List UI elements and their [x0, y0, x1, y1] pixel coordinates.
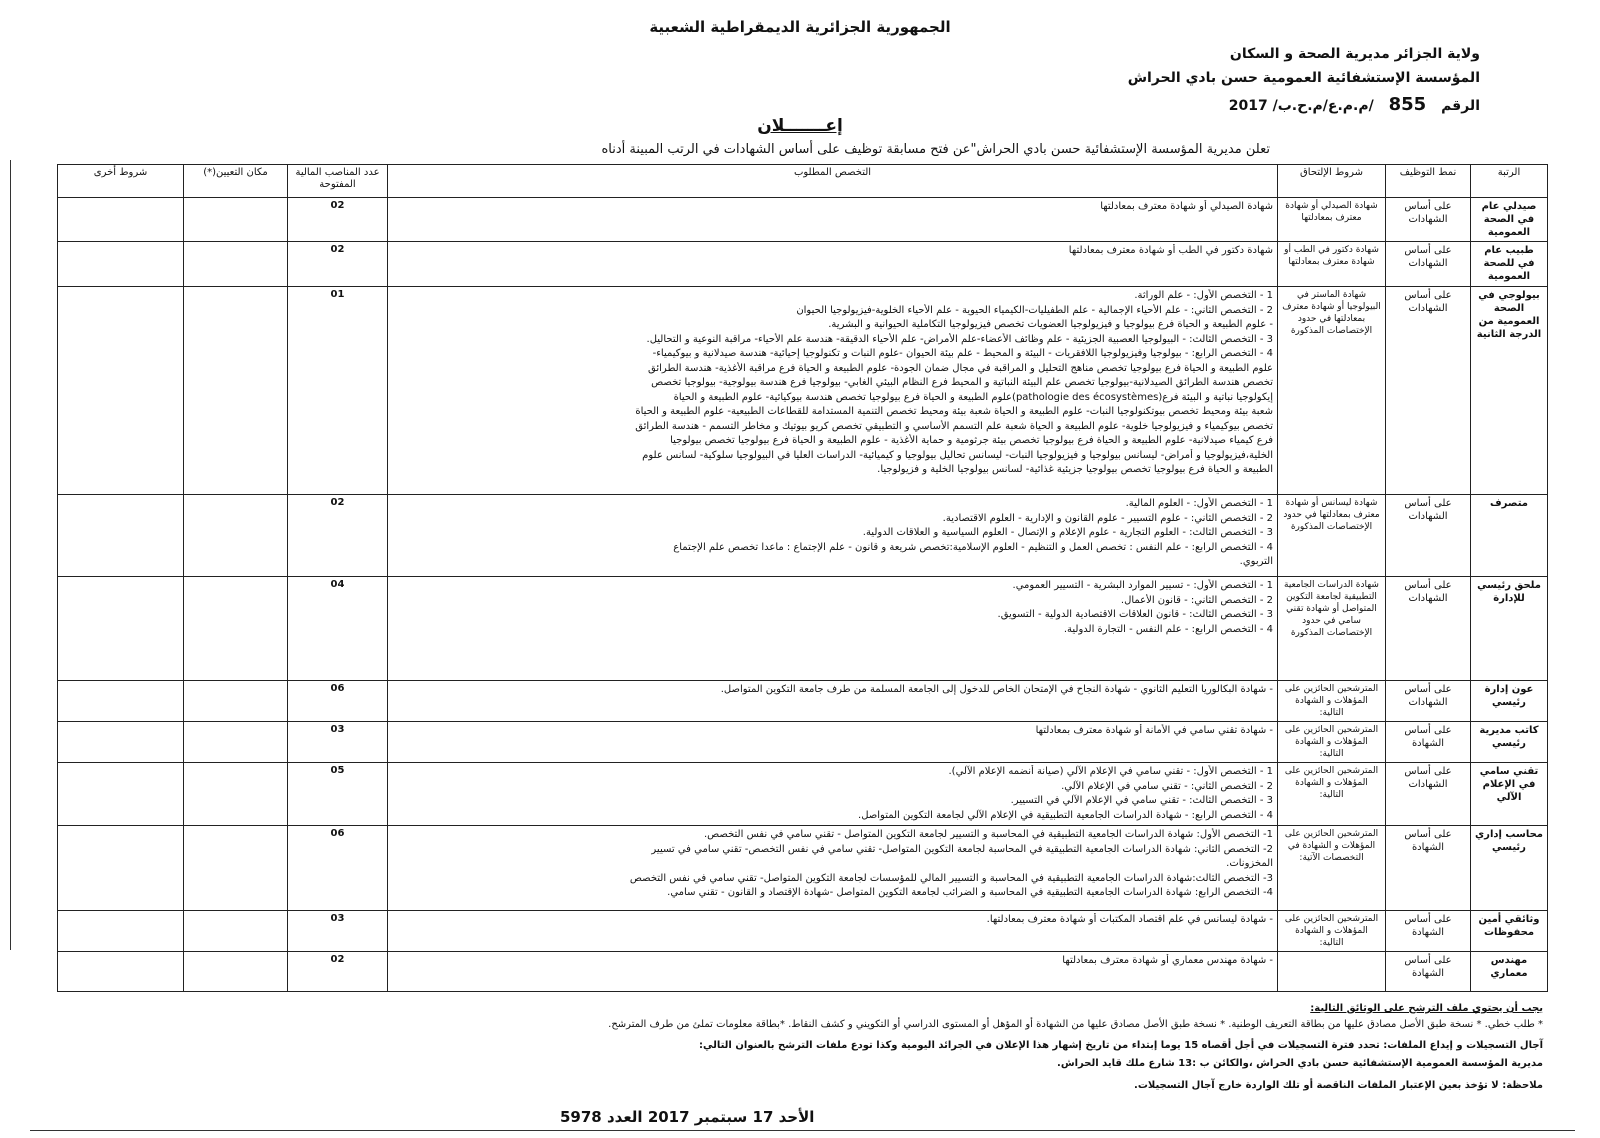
other-cell: [58, 495, 184, 577]
other-cell: [58, 763, 184, 826]
place-cell: [184, 495, 288, 577]
mode-cell: على أساس الشهادات: [1386, 681, 1471, 722]
ref-label: الرقم: [1441, 98, 1480, 114]
specialty-line: - علوم الطبيعة و الحياة فرع بيولوجيا و فيزيولوجيا العضويات تخصص فيزيولوجيا التكاملية الحيوانية و البشرية.: [828, 319, 1273, 330]
specialty-line: 3 - التخصص الثالث: - البيولوجيا العصبية الجزيئية - علم وظائف الأعضاء-علم الأمراض- علم الأحياء الدقيقة- هندسة علم الأحياء- مراقبة النوعية و التحاليل.: [646, 333, 1273, 345]
specialty-line: التربوي.: [1239, 556, 1273, 567]
specialty-line: 4- التخصص الرابع: شهادة الدراسات الجامعية التطبيقية في المحاسبة و الضرائب لجامعة التكوين المتواصل -شهادة الإقتصاد و القانون - تقني سامي.: [667, 887, 1273, 898]
reference-number: [1229, 94, 1480, 115]
announcement-intro: تعلن مديرية المؤسسة الإستشفائية حسن بادي الحراش"عن فتح مسابقة توظيف على أساس الشهادات في الرتب المبينة أدناه: [601, 142, 1270, 157]
bottom-divider: [30, 1130, 1575, 1131]
specialty-line: 4 - التخصص الرابع: - علم النفس : تخصص العمل و التنظيم - العلوم الإسلامية:تخصص شريعة و قانون - علم الإجتماع : ماعدا تخصص علم الإجتماع: [673, 541, 1273, 553]
mode-cell: على أساس الشهادة: [1386, 952, 1471, 992]
ref-suffix: /م.م.ع/م.ح.ب/ 2017: [1228, 98, 1374, 114]
rank-cell: تقني سامي في الإعلام الآلي: [1471, 763, 1548, 826]
conditions-cell: شهادة الدراسات الجامعية التطبيقية لجامعة التكوين المتواصل أو شهادة تقني سامي في حدود الإختصاصات المذكورة: [1278, 577, 1386, 681]
other-cell: [58, 681, 184, 722]
place-cell: [184, 911, 288, 952]
specialty-line: الخلية،فيزيولوجيا و أمراض- ليسانس بيولوجيا و فيزيولوجيا النبات- ليسانس تحاليل بيولوجيا و كيميائية- الدراسات العليا في البيولوجيا سلوكية- لسانس علوم: [642, 449, 1273, 461]
place-cell: [184, 242, 288, 287]
deadline-text: آجال التسجيلات و إيداع الملفات: تحدد فترة التسجيلات في أجل أقصاه 15 يوما إبتداء من تاريخ إشهار هذا الإعلان في الجرائد اليومية وكذا تودع ملفات الترشح بالعنوان التالي:: [698, 1040, 1543, 1051]
other-cell: [58, 722, 184, 763]
specialty-cell: [388, 287, 1278, 495]
mode-cell: على أساس الشهادات: [1386, 242, 1471, 287]
specialty-cell: [388, 681, 1278, 722]
rank-cell: مهندس معماري: [1471, 952, 1548, 992]
conditions-cell: المترشحين الحائزين على المؤهلات و الشهادة التالية:: [1278, 722, 1386, 763]
specialty-line: - شهادة مهندس معماري أو شهادة معترف بمعادلتها: [1062, 955, 1273, 966]
col-other: شروط أخرى: [58, 165, 184, 198]
specialty-line: - شهادة تقني سامي في الأمانة أو شهادة معترف بمعادلتها: [1035, 725, 1273, 736]
mode-cell: على أساس الشهادة: [1386, 826, 1471, 911]
count-cell: 02: [288, 242, 388, 287]
specialty-line: 1 - التخصص الأول: - تقني سامي في الإعلام الآلي (صيانة أنضمه الإعلام الآلي).: [948, 766, 1273, 777]
specialty-line: 3 - التخصص الثالث: - تقني سامي في الإعلام الآلي في التسيير.: [1010, 795, 1273, 806]
place-cell: [184, 763, 288, 826]
place-cell: [184, 681, 288, 722]
specialty-cell: [388, 952, 1278, 992]
specialty-line: 1 - التخصص الأول: - العلوم المالية.: [1125, 498, 1273, 509]
specialty-line: تخصص هندسة الطرائق الصيدلانية-بيولوجيا تخصص علم البيئة النباتية و المحيط فرع النظام البيئي الغابي- بيولوجيا فرع هندسة بيولوجية- بيولوجيا تخصص: [651, 377, 1273, 388]
specialty-line: 2 - التخصص الثاني: - تقني سامي في الإعلام الآلي.: [1061, 780, 1273, 792]
positions-table: [57, 164, 1548, 992]
table-row: [58, 826, 1548, 911]
specialty-line: 1 - التخصص الأول: - علم الوراثة.: [1134, 290, 1273, 301]
col-conditions: شروط الإلتحاق: [1278, 165, 1386, 198]
count-cell: 06: [288, 826, 388, 911]
mode-cell: على أساس الشهادة: [1386, 911, 1471, 952]
table-row: [58, 287, 1548, 495]
rank-cell: ملحق رئيسي للإدارة: [1471, 577, 1548, 681]
specialty-cell: [388, 763, 1278, 826]
conditions-cell: المترشحين الحائزين على المؤهلات و الشهادة التالية:: [1278, 681, 1386, 722]
mode-cell: على أساس الشهادات: [1386, 577, 1471, 681]
ref-number: 855: [1388, 94, 1427, 115]
mode-cell: على أساس الشهادات: [1386, 198, 1471, 242]
newspaper-dateline: الأحد 17 سبتمبر 2017 العدد 5978: [560, 1108, 815, 1126]
count-cell: 03: [288, 722, 388, 763]
table-row: [58, 763, 1548, 826]
specialty-line: 2- التخصص الثاني: شهادة الدراسات الجامعية التطبيقية في المحاسبة لجامعة التكوين المتواصل- تقني سامي في نفس التخصص- تقني سامي في تسيير: [651, 843, 1273, 855]
count-cell: 05: [288, 763, 388, 826]
rank-cell: صيدلي عام في الصحة العمومية: [1471, 198, 1548, 242]
specialty-line: شهادة دكتور في الطب أو شهادة معترف بمعادلتها: [1068, 245, 1273, 256]
specialty-cell: [388, 826, 1278, 911]
rank-cell: بيولوجي في الصحة العمومية من الدرجة الثانية: [1471, 287, 1548, 495]
table-row: [58, 681, 1548, 722]
other-cell: [58, 287, 184, 495]
table-row: [58, 495, 1548, 577]
conditions-cell: شهادة ليسانس أو شهادة معترف بمعادلتها في حدود الإختصاصات المذكورة: [1278, 495, 1386, 577]
other-cell: [58, 952, 184, 992]
documents-title: يجب أن يحتوي ملف الترشح على الوثائق التالية:: [1310, 1003, 1543, 1014]
specialty-line: 4 - التخصص الرابع: - بيولوجيا وفيزيولوجيا اللافقريات - البيئة و المحيط - علم بيئة الحيوان -علوم النبات و تكنولوجيا إحيائية- هندسة صيدلانية و بيوكيمياء-: [652, 348, 1273, 359]
table-row: [58, 722, 1548, 763]
count-cell: 02: [288, 495, 388, 577]
rank-cell: عون إدارة رئيسي: [1471, 681, 1548, 722]
address-text: مديرية المؤسسة العمومية الإستشفائية حسن بادي الحراش ،والكائن ب :13 شارع ملك قايد الحراش.: [1057, 1058, 1543, 1069]
conditions-cell: شهادة الصيدلي أو شهادة معترف بمعادلتها: [1278, 198, 1386, 242]
conditions-cell: شهادة دكتور في الطب أو شهادة معترف بمعادلتها: [1278, 242, 1386, 287]
other-cell: [58, 826, 184, 911]
specialty-line: 1- التخصص الأول: شهادة الدراسات الجامعية التطبيقية في المحاسبة و التسيير لجامعة التكوين المتواصل - تقني سامي في نفس التخصص.: [703, 829, 1273, 840]
specialty-line: علوم الطبيعة و الحياة فرع بيولوجيا تخصص مناهج التحليل و المراقبة في مجال ضمان الجودة- علوم الطبيعة و الحياة فرع مراقبة الأغذية- هندسة الطرائق: [648, 362, 1273, 374]
place-cell: [184, 952, 288, 992]
specialty-line: شهادة الصيدلي أو شهادة معترف بمعادلتها: [1100, 201, 1273, 212]
col-specialty: التخصص المطلوب: [388, 165, 1278, 198]
conditions-cell: المترشحين الحائزين على المؤهلات و الشهادة في التخصصات الآتية:: [1278, 826, 1386, 911]
place-cell: [184, 287, 288, 495]
announcement-title: إعـــــــلان: [757, 116, 843, 136]
place-cell: [184, 826, 288, 911]
other-cell: [58, 911, 184, 952]
specialty-line: - شهادة ليسانس في علم اقتصاد المكتبات أو شهادة معترف بمعادلتها.: [986, 914, 1273, 925]
specialty-cell: [388, 722, 1278, 763]
conditions-cell: المترشحين الحائزين على المؤهلات و الشهادة التالية:: [1278, 911, 1386, 952]
rank-cell: متصرف: [1471, 495, 1548, 577]
count-cell: 02: [288, 952, 388, 992]
rank-cell: كاتب مديرية رئيسي: [1471, 722, 1548, 763]
specialty-line: الطبيعة و الحياة فرع بيولوجيا تخصص بيولوجيا جزيئية غذائية- لسانس بيولوجيا الخلية و فزيولوجيا.: [877, 464, 1273, 475]
specialty-line: - شهادة البكالوريا التعليم الثانوي - شهادة النجاح في الإمتحان الخاص للدخول إلى الجامعة المسلمة من طرف جامعة التكوين المتواصل.: [720, 684, 1273, 695]
mode-cell: على أساس الشهادات: [1386, 763, 1471, 826]
specialty-line: المخزونات.: [1226, 858, 1273, 869]
count-cell: 06: [288, 681, 388, 722]
specialty-cell: [388, 577, 1278, 681]
specialty-cell: [388, 198, 1278, 242]
col-place: مكان التعيين(*): [184, 165, 288, 198]
mode-cell: على أساس الشهادات: [1386, 495, 1471, 577]
col-rank: الرتبة: [1471, 165, 1548, 198]
mode-cell: على أساس الشهادات: [1386, 287, 1471, 495]
place-cell: [184, 722, 288, 763]
specialty-cell: [388, 495, 1278, 577]
documents-list: * طلب خطي. * نسخة طبق الأصل مصادق عليها من بطاقة التعريف الوطنية. * نسخة طبق الأصل مصادق عليها من الشهادة أو المؤهل أو المستوى الدراسي أو التكويني و كشف النقاط. *بطاقة معلومات تملئ من طرف المترشح.: [608, 1019, 1543, 1030]
other-cell: [58, 242, 184, 287]
specialty-line: 2 - التخصص الثاني: - علم الأحياء الإجمالية - علم الطفيليات-الكيمياء الحيوية - علم الأحياء الخلوية-فيزيولوجيا الحيوان: [796, 304, 1273, 316]
place-cell: [184, 198, 288, 242]
table-body: [58, 198, 1548, 992]
specialty-line: 2 - التخصص الثاني: - علوم التسيير - علوم القانون و الإدارية - العلوم الاقتصادية.: [942, 512, 1273, 524]
table-header-row: [58, 165, 1548, 198]
specialty-line: 4 - التخصص الرابع: - علم النفس - التجارة الدولية.: [1063, 623, 1273, 635]
specialty-cell: [388, 242, 1278, 287]
specialty-line: 3- التخصص الثالث:شهادة الدراسات الجامعية التطبيقية في المحاسبة و التسيير المالي للمؤسسات لجامعة التكوين المتواصل- تقني سامي في نفس التخصص: [629, 872, 1273, 884]
left-margin-line: [10, 160, 11, 950]
col-mode: نمط التوظيف: [1386, 165, 1471, 198]
republic-heading: الجمهورية الجزائرية الديمقراطية الشعبية: [649, 18, 951, 36]
other-cell: [58, 577, 184, 681]
table-row: [58, 911, 1548, 952]
specialty-cell: [388, 911, 1278, 952]
table-row: [58, 577, 1548, 681]
conditions-cell: شهادة الماستر في البيولوجيا أو شهادة معترف بمعادلتها في حدود الإختصاصات المذكورة: [1278, 287, 1386, 495]
table-row: [58, 242, 1548, 287]
specialty-line: 1 - التخصص الأول: - تسيير الموارد البشرية - التسيير العمومي.: [1012, 580, 1273, 591]
note-text: ملاحظة: لا تؤخذ بعين الإعتبار الملفات الناقصة أو تلك الواردة خارج آجال التسجيلات.: [1134, 1080, 1543, 1091]
place-cell: [184, 577, 288, 681]
specialty-line: إيكولوجيا نباتية و البيئة فرع(pathologie des écosystèmes)علوم الطبيعة و الحياة فرع بيولوجيا تخصص هندسة بيوكيائية- علوم الطبيعة و الحياة: [673, 391, 1273, 403]
specialty-line: 3 - التخصص الثالث: - قانون العلاقات الاقتصادية الدولية - التسويق.: [997, 609, 1273, 620]
institution-line: المؤسسة الإستشفائية العمومية حسن بادي الحراش: [1127, 70, 1480, 86]
specialty-line: تخصص بيوكيمياء و فيزيولوجيا خلوية- علوم الطبيعة و الحياة شعبة علم التسمم الأساسي و التطبيقي تخصص كريو بيوتيك و مخاطر التسمم - هندسة الطرائق: [635, 420, 1273, 432]
table-row: [58, 198, 1548, 242]
wilaya-line: ولاية الجزائر مديرية الصحة و السكان: [1229, 46, 1480, 62]
count-cell: 03: [288, 911, 388, 952]
col-count: عدد المناصب المالية المفتوحة: [288, 165, 388, 198]
specialty-line: 3 - التخصص الثالث: - العلوم التجارية - علوم الإعلام و الإتصال - العلوم السياسية و العلاقات الدولية.: [862, 527, 1273, 538]
specialty-line: 4 - التخصص الرابع: - شهادة الدراسات الجامعية التطبيقية في الإعلام الآلي لجامعة التكوين المتواصل.: [858, 809, 1273, 821]
mode-cell: على أساس الشهادة: [1386, 722, 1471, 763]
other-cell: [58, 198, 184, 242]
specialty-line: 2 - التخصص الثاني: - قانون الأعمال.: [1120, 594, 1273, 606]
count-cell: 04: [288, 577, 388, 681]
conditions-cell: المترشحين الحائزين على المؤهلات و الشهادة التالية:: [1278, 763, 1386, 826]
specialty-line: شعبة بيئة ومحيط تخصص بيوتكنولوجيا النبات- علوم الطبيعة و الحياة شعبة بيئة ومحيط تخصص التنمية المستدامة للقطاعات الطبيعية- علوم الطبيعة و الحياة: [635, 406, 1273, 417]
count-cell: 01: [288, 287, 388, 495]
rank-cell: طبيب عام في للصحة العمومية: [1471, 242, 1548, 287]
table-row: [58, 952, 1548, 992]
rank-cell: وثائقي أمين محفوظات: [1471, 911, 1548, 952]
specialty-line: فرع كيمياء صيدلانية- علوم الطبيعة و الحياة فرع بيولوجيا تخصص بيئة جرثومية و حماية الأغذية - علوم الطبيعة و الحياة فرع بيولوجيا تخصص بيولوجيا: [670, 435, 1273, 446]
rank-cell: محاسب إداري رئيسي: [1471, 826, 1548, 911]
count-cell: 02: [288, 198, 388, 242]
conditions-cell: [1278, 952, 1386, 992]
